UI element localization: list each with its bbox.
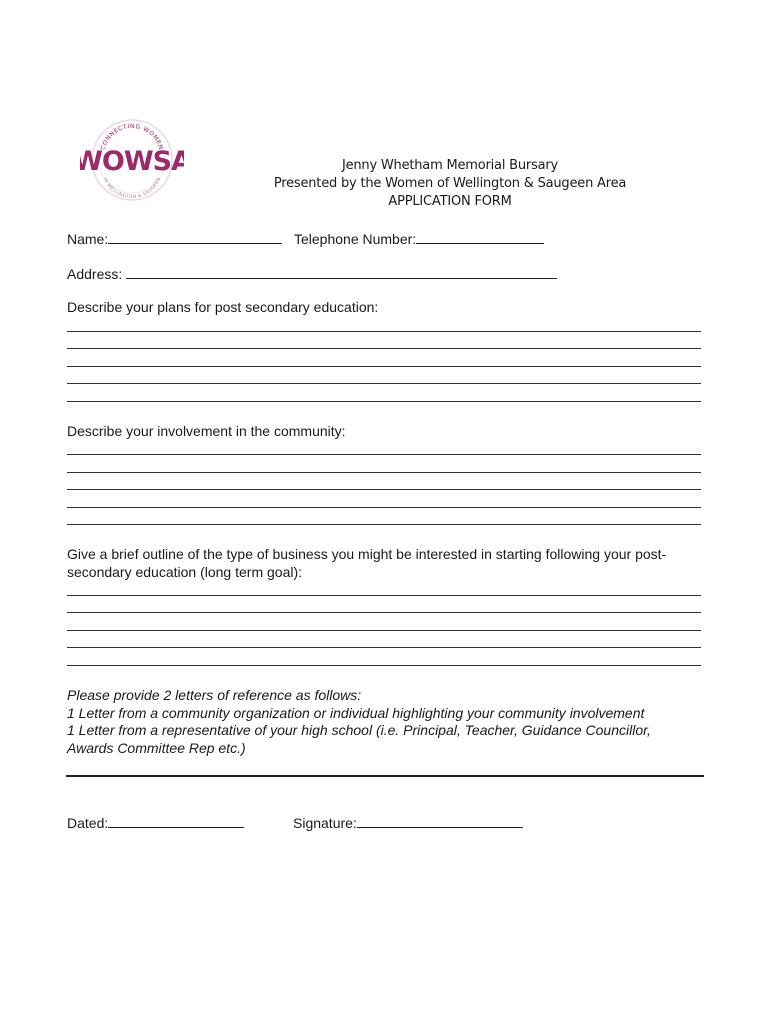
business-answer-line-3[interactable]: [67, 630, 701, 631]
telephone-label: Telephone Number:: [294, 231, 417, 247]
address-field[interactable]: [126, 264, 557, 279]
logo-ring-bottom: IN WELLINGTON & SAUGEEN: [101, 176, 163, 201]
education-answer-line-3[interactable]: [67, 366, 701, 367]
question-business-line-1: Give a brief outline of the type of business you might be interested in starting following your post-: [67, 546, 667, 562]
question-education: Describe your plans for post secondary education:: [67, 299, 379, 315]
telephone-field[interactable]: [416, 229, 544, 244]
signature-row: [293, 813, 523, 832]
education-answer-line-1[interactable]: [67, 331, 701, 332]
question-community: Describe your involvement in the community:: [67, 423, 346, 439]
business-answer-line-5[interactable]: [67, 665, 701, 666]
references-intro: Please provide 2 letters of reference as follows:: [67, 687, 362, 703]
dated-row: [67, 813, 244, 832]
community-answer-line-3[interactable]: [67, 489, 701, 490]
reference-school-line-1: 1 Letter from a representative of your high school (i.e. Principal, Teacher, Guidance Councillor,: [67, 722, 651, 738]
name-label: Name:: [67, 231, 109, 247]
reference-community: 1 Letter from a community organization or individual highlighting your community involvement: [67, 705, 645, 721]
education-answer-line-4[interactable]: [67, 383, 701, 384]
business-answer-line-1[interactable]: [67, 595, 701, 596]
bursary-title: Jenny Whetham Memorial Bursary: [341, 158, 559, 173]
business-answer-line-4[interactable]: [67, 647, 701, 648]
wowsa-logo-graphic: [80, 118, 184, 202]
signature-label: Signature:: [293, 815, 357, 831]
community-answer-line-4[interactable]: [67, 507, 701, 508]
education-answer-line-5[interactable]: [67, 401, 701, 402]
dated-label: Dated:: [67, 815, 109, 831]
form-header: [180, 157, 720, 211]
business-answer-line-2[interactable]: [67, 612, 701, 613]
signature-field[interactable]: [357, 813, 523, 828]
address-row: [67, 264, 557, 283]
wowsa-logo: [80, 118, 184, 202]
community-answer-line-1[interactable]: [67, 454, 701, 455]
name-row: [67, 229, 282, 248]
name-field[interactable]: [108, 229, 282, 244]
education-answer-line-2[interactable]: [67, 348, 701, 349]
community-answer-line-2[interactable]: [67, 472, 701, 473]
dated-field[interactable]: [108, 813, 244, 828]
telephone-row: [294, 229, 544, 248]
logo-wordmark: WOWSA: [80, 146, 184, 177]
section-divider: [66, 775, 704, 777]
community-answer-line-5[interactable]: [67, 524, 701, 525]
question-business-line-2: secondary education (long term goal):: [67, 564, 303, 580]
presented-by: Presented by the Women of Wellington & Saugeen Area: [273, 176, 627, 191]
logo-ring-top: CONNECTING WOMEN: [99, 122, 165, 151]
reference-school-line-2: Awards Committee Rep etc.): [67, 740, 246, 756]
address-label: Address:: [67, 266, 123, 282]
form-title: APPLICATION FORM: [388, 194, 512, 209]
